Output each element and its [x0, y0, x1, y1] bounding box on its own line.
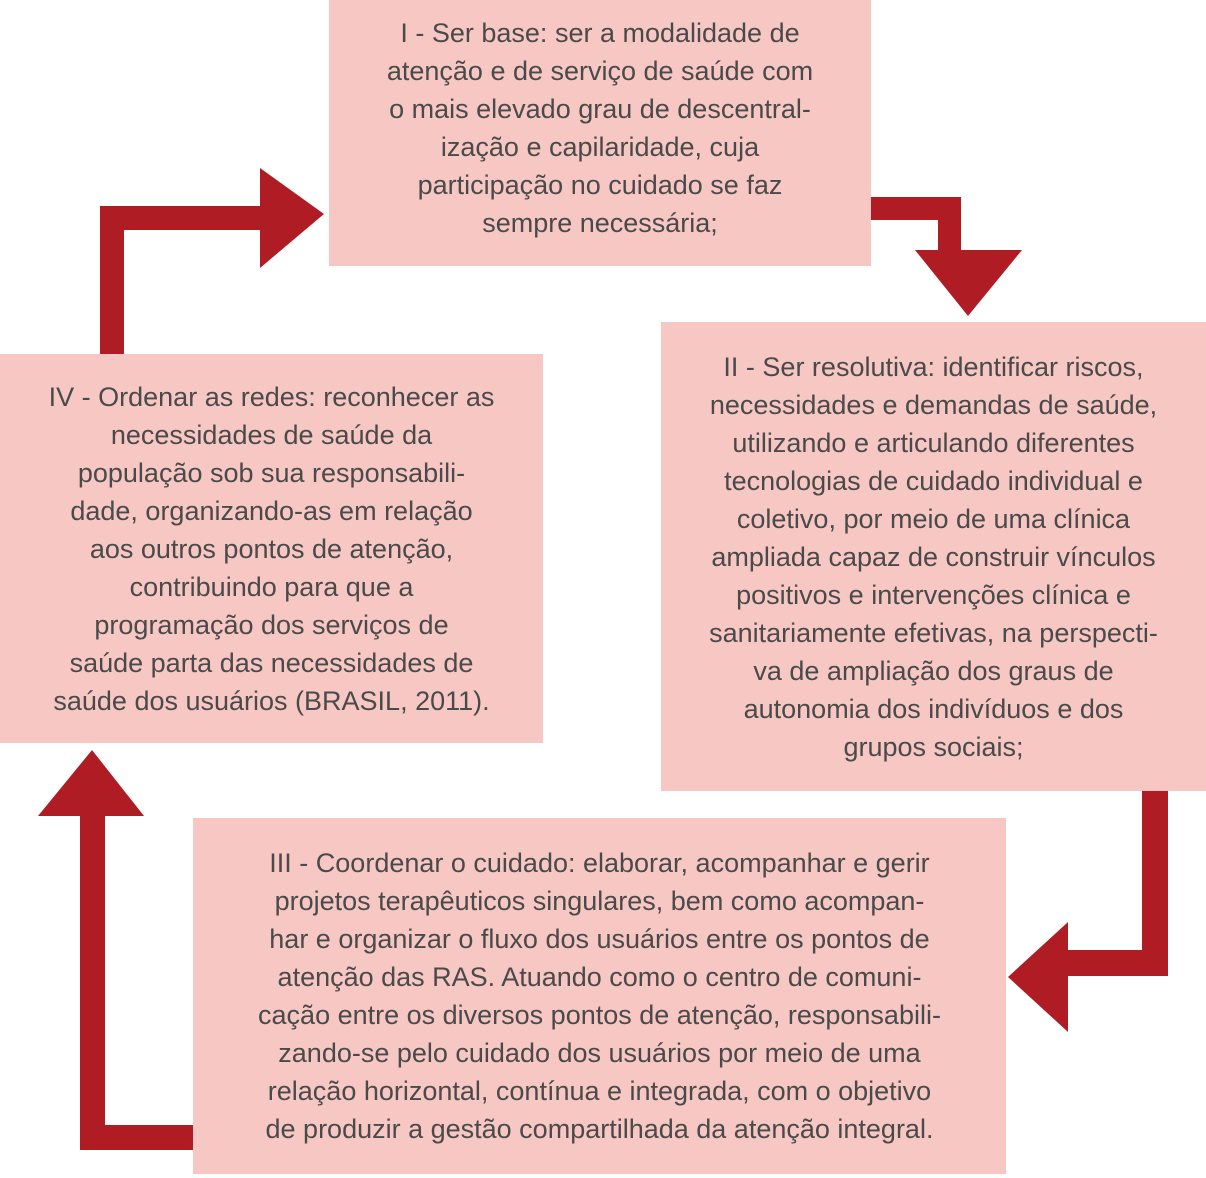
box-line: grupos sociais;	[843, 731, 1024, 762]
box-line: ização e capilaridade, cuja	[440, 132, 760, 162]
box-line: autonomia dos indivíduos e dos	[743, 693, 1124, 724]
box-line: necessidades de saúde da	[110, 419, 433, 450]
box-line: sanitariamente efetivas, na perspecti-	[709, 617, 1158, 648]
box-line: o mais elevado grau de descentral-	[389, 94, 811, 124]
box-line: de produzir a gestão compartilhada da atenção integral.	[265, 1114, 934, 1144]
box-line: relação horizontal, contínua e integrada, com o objetivo	[267, 1076, 932, 1106]
box-line: participação no cuidado se faz	[417, 170, 783, 200]
box-line: contribuindo para que a	[129, 571, 414, 602]
box-line: dade, organizando-as em relação	[70, 495, 473, 526]
arrow-iv-to-i	[100, 168, 324, 354]
box-iii-text	[258, 844, 941, 1148]
arrow-iii-to-iv	[38, 750, 193, 1150]
box-line: cação entre os diversos pontos de atenção, responsabili-	[258, 1000, 941, 1030]
box-line: atenção das RAS. Atuando como o centro de comuni-	[277, 962, 922, 992]
box-line: positivos e intervenções clínica e	[736, 579, 1131, 610]
box-ii-text	[709, 348, 1158, 766]
box-line: coletivo, por meio de uma clínica	[736, 503, 1131, 534]
box-ii-ser-resolutiva	[661, 322, 1206, 791]
box-line: aos outros pontos de atenção,	[89, 533, 454, 564]
box-line: tecnologias de cuidado individual e	[724, 465, 1143, 496]
box-i-ser-base	[329, 0, 871, 266]
box-line: ampliada capaz de construir vínculos	[711, 541, 1156, 572]
box-line: população sob sua responsabili-	[77, 457, 466, 488]
box-iv-text	[49, 378, 495, 720]
box-line: II - Ser resolutiva: identificar riscos,	[723, 351, 1144, 382]
box-line: atenção e de serviço de saúde com	[386, 56, 814, 86]
box-line: utilizando e articulando diferentes	[732, 427, 1135, 458]
box-line: necessidades e demandas de saúde,	[709, 389, 1158, 420]
box-line: III - Coordenar o cuidado: elaborar, acompanhar e gerir	[269, 848, 930, 878]
box-line: projetos terapêuticos singulares, bem como acompan-	[274, 886, 925, 916]
box-line: zando-se pelo cuidado dos usuários por meio de uma	[278, 1038, 921, 1068]
box-line: I - Ser base: ser a modalidade de	[400, 18, 800, 48]
box-iii-coordenar-cuidado	[193, 818, 1006, 1174]
box-line: IV - Ordenar as redes: reconhecer as	[48, 381, 495, 412]
box-line: programação dos serviços de	[94, 609, 449, 640]
box-line: har e organizar o fluxo dos usuários entre os pontos de	[269, 924, 930, 954]
box-i-text	[387, 14, 813, 242]
box-iv-ordenar-redes	[0, 354, 543, 743]
box-line: saúde dos usuários (BRASIL, 2011).	[53, 685, 490, 716]
arrow-ii-to-iii	[1008, 791, 1168, 1032]
box-line: va de ampliação dos graus de	[753, 655, 1114, 686]
arrow-i-to-ii	[871, 197, 1022, 316]
box-line: saúde parta das necessidades de	[69, 647, 474, 678]
box-line: sempre necessária;	[482, 208, 718, 238]
